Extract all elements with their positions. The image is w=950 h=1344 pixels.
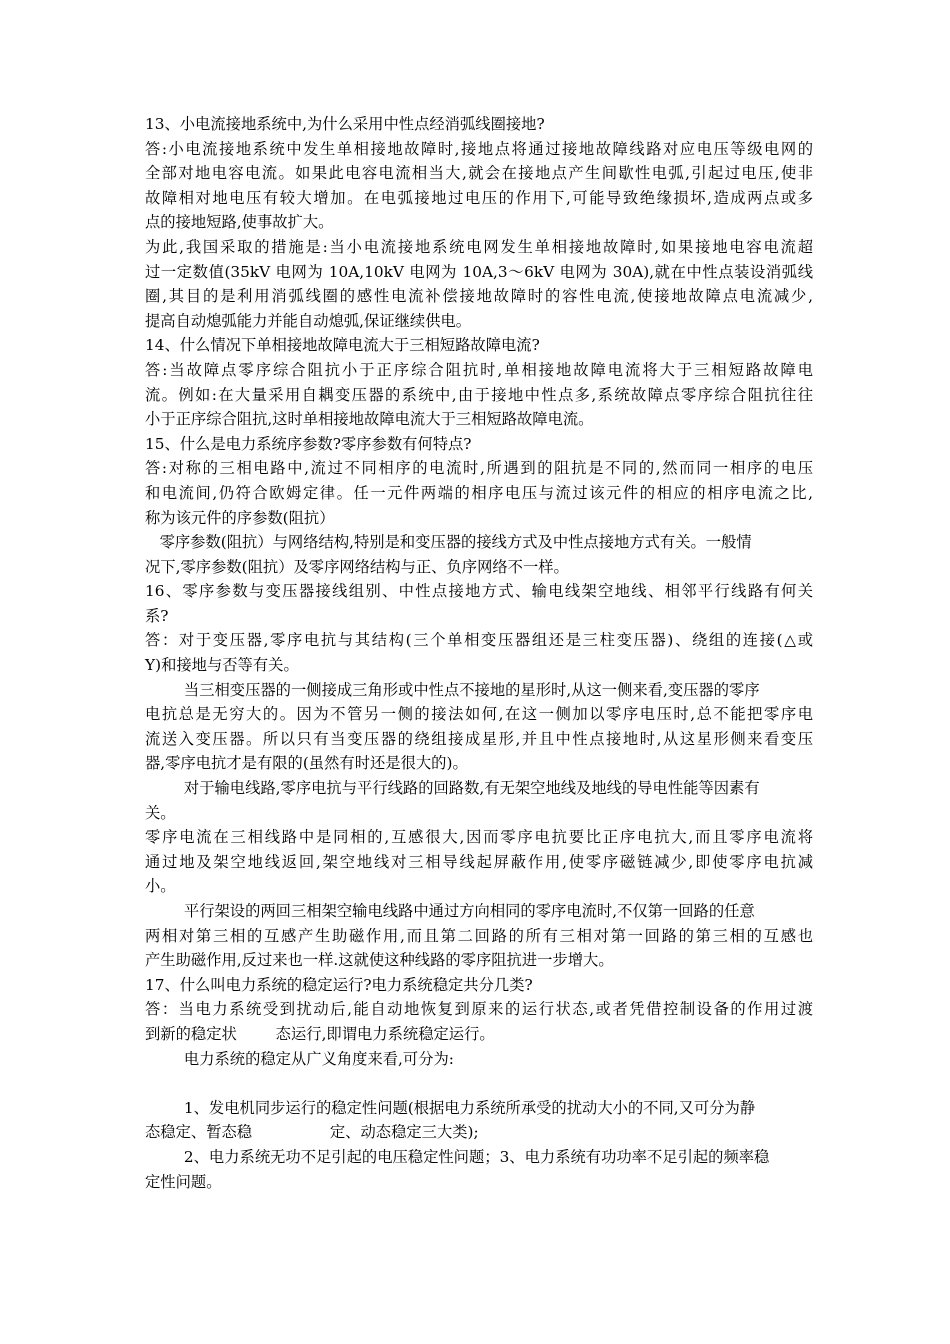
- text-line: 小。: [145, 877, 176, 896]
- text-line: 过一定数值(35kV 电网为 10A,10kV 电网为 10A,3～6kV 电网为 30A),就在中性点装设消弧线: [145, 262, 813, 281]
- heading-q16: 16、零序参数与变压器接线组别、中性点接地方式、输电线架空地线、相邻平行线路有何关: [145, 582, 813, 601]
- text-line: 答:对称的三相电路中,流过不同相序的电流时,所遇到的阻抗是不同的,然而同一相序的电压: [145, 459, 813, 478]
- text-line: 答:小电流接地系统中发生单相接地故障时,接地点将通过接地故障线路对应电压等级电网的: [145, 139, 813, 158]
- text-line: 答：当电力系统受到扰动后,能自动地恢复到原来的运行状态,或者凭借控制设备的作用过渡: [145, 1000, 813, 1019]
- text-line: 到新的稳定状 态运行,即谓电力系统稳定运行。: [145, 1024, 495, 1043]
- text-line: 为此,我国采取的措施是:当小电流接地系统电网发生单相接地故障时,如果接地电容电流超: [145, 237, 813, 256]
- text-line: 流送入变压器。所以只有当变压器的绕组接成星形,并且中性点接地时,从这星形侧来看变压: [145, 729, 813, 748]
- text-line: 小于正序综合阻抗,这时单相接地故障电流大于三相短路故障电流。: [145, 410, 594, 429]
- heading-q15: 15、什么是电力系统序参数?零序参数有何特点?: [145, 434, 472, 453]
- text-line: 电力系统的稳定从广义角度来看,可分为:: [145, 1049, 454, 1068]
- text-line: 1、发电机同步运行的稳定性问题(根据电力系统所承受的扰动大小的不同,又可分为静: [145, 1098, 756, 1117]
- text-line: 产生助磁作用,反过来也一样.这就使这种线路的零序阻抗进一步增大。: [145, 951, 614, 970]
- text-line: 态稳定、暂态稳 定、动态稳定三大类);: [145, 1123, 479, 1142]
- text-line: 2、电力系统无功不足引起的电压稳定性问题；3、电力系统有功功率不足引起的频率稳: [145, 1147, 770, 1166]
- text-line: 点的接地短路,使事故扩大。: [145, 213, 334, 232]
- text-line: 关。: [145, 803, 176, 822]
- text-line: 对于输电线路,零序电抗与平行线路的回路数,有无架空地线及地线的导电性能等因素有: [145, 779, 760, 798]
- text-line: 定性问题。: [145, 1172, 222, 1191]
- text-line: 通过地及架空地线返回,架空地线对三相导线起屏蔽作用,使零序磁链减少,即使零序电抗减: [145, 852, 813, 871]
- text-line: Y)和接地与否等有关。: [145, 656, 299, 675]
- text-line: 零序电流在三相线路中是同相的,互感很大,因而零序电抗要比正序电抗大,而且零序电流将: [145, 828, 813, 847]
- document-body: [145, 112, 813, 1194]
- text-line: 故障相对地电压有较大增加。在电弧接地过电压的作用下,可能导致绝缘损坏,造成两点或多: [145, 188, 813, 207]
- text-line: 全部对地电容电流。如果此电容电流相当大,就会在接地点产生间歇性电弧,引起过电压,使非: [145, 164, 813, 183]
- text-line: 况下,零序参数(阻抗）及零序网络结构与正、负序网络不一样。: [145, 557, 569, 576]
- text-line: 流。例如:在大量采用自耦变压器的系统中,由于接地中性点多,系统故障点零序综合阻抗往往: [145, 385, 813, 404]
- text-line: 器,零序电抗才是有限的(虽然有时还是很大的)。: [145, 754, 468, 773]
- heading-q16-cont: 系?: [145, 606, 169, 625]
- blank-line: [145, 1071, 813, 1096]
- text-line: 和电流间,仍符合欧姆定律。任一元件两端的相序电压与流过该元件的相应的相序电流之比,: [145, 483, 813, 502]
- text-line: 圈,其目的是利用消弧线圈的感性电流补偿接地故障时的容性电流,使接地故障点电流减少,: [145, 287, 813, 306]
- heading-q17: 17、什么叫电力系统的稳定运行?电力系统稳定共分几类?: [145, 975, 533, 994]
- text-line: 两相对第三相的互感产生助磁作用,而且第二回路的所有三相对第一回路的第三相的互感也: [145, 926, 813, 945]
- text-line: 平行架设的两回三相架空输电线路中通过方向相同的零序电流时,不仅第一回路的任意: [145, 902, 755, 920]
- text-line: 当三相变压器的一侧接成三角形或中性点不接地的星形时,从这一侧来看,变压器的零序: [145, 680, 760, 699]
- heading-q14: 14、什么情况下单相接地故障电流大于三相短路故障电流?: [145, 336, 540, 355]
- heading-q13: 13、小电流接地系统中,为什么采用中性点经消弧线圈接地?: [145, 115, 545, 133]
- text-line: 答：对于变压器,零序电抗与其结构(三个单相变压器组还是三柱变压器)、绕组的连接(△或: [145, 631, 813, 650]
- text-line: 答:当故障点零序综合阻抗小于正序综合阻抗时,单相接地故障电流将大于三相短路故障电: [145, 360, 813, 379]
- text-line: 称为该元件的序参数(阻抗）: [145, 508, 335, 527]
- text-line: 电抗总是无穷大的。因为不管另一侧的接法如何,在这一侧加以零序电压时,总不能把零序电: [145, 705, 813, 724]
- text-line: 提高自动熄弧能力并能自动熄弧,保证继续供电。: [145, 311, 472, 330]
- text-line: 零序参数(阻抗）与网络结构,特别是和变压器的接线方式及中性点接地方式有关。一般情: [145, 533, 752, 552]
